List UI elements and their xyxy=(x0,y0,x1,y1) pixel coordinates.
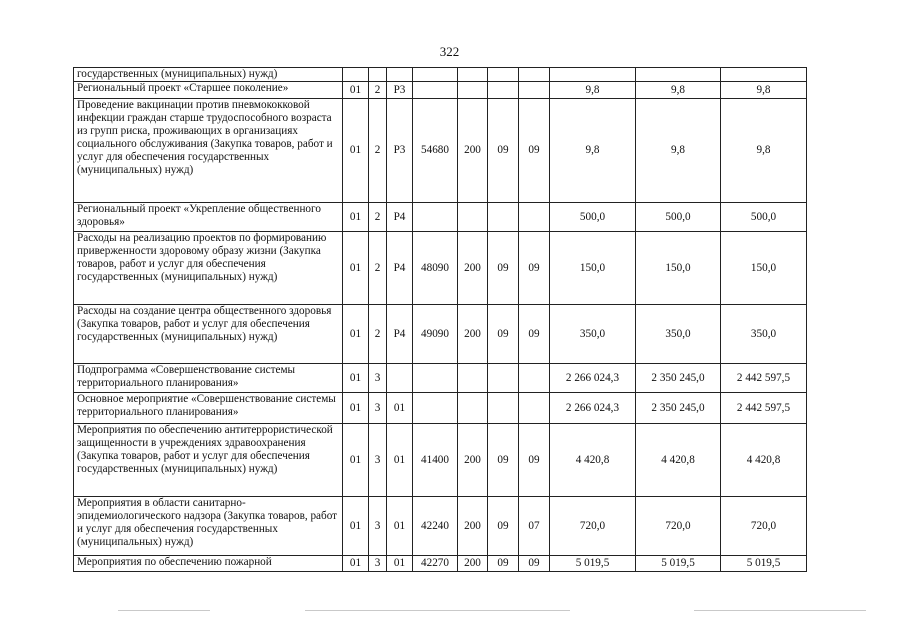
code-cell: 01 xyxy=(343,305,369,364)
amount-cell xyxy=(636,68,721,82)
code-cell xyxy=(413,393,458,424)
code-cell: 2 xyxy=(369,305,387,364)
code-cell: 200 xyxy=(458,424,488,497)
table-row xyxy=(74,99,807,203)
code-cell xyxy=(519,203,550,232)
code-cell: 2 xyxy=(369,82,387,99)
code-cell: 09 xyxy=(519,232,550,305)
code-cell xyxy=(519,364,550,393)
code-cell xyxy=(369,68,387,82)
code-cell xyxy=(488,68,519,82)
code-cell: 01 xyxy=(387,556,413,572)
amount-cell: 9,8 xyxy=(721,82,807,99)
table-row xyxy=(74,232,807,305)
code-cell: 01 xyxy=(343,82,369,99)
table-row xyxy=(74,82,807,99)
scan-line-middle xyxy=(305,610,570,611)
amount-cell: 500,0 xyxy=(550,203,636,232)
amount-cell: 350,0 xyxy=(721,305,807,364)
code-cell xyxy=(413,364,458,393)
code-cell: 3 xyxy=(369,424,387,497)
amount-cell: 2 266 024,3 xyxy=(550,393,636,424)
amount-cell xyxy=(721,68,807,82)
code-cell: 200 xyxy=(458,556,488,572)
code-cell xyxy=(387,68,413,82)
table-row xyxy=(74,393,807,424)
amount-cell: 720,0 xyxy=(721,497,807,556)
code-cell: 01 xyxy=(387,393,413,424)
row-name: Основное мероприятие «Совершенствование системы территориального планирования» xyxy=(74,393,343,424)
scan-line-right xyxy=(694,610,866,611)
amount-cell: 500,0 xyxy=(721,203,807,232)
code-cell xyxy=(488,203,519,232)
code-cell: 01 xyxy=(343,393,369,424)
code-cell: 09 xyxy=(519,99,550,203)
code-cell: 09 xyxy=(488,305,519,364)
code-cell: 2 xyxy=(369,232,387,305)
code-cell xyxy=(519,393,550,424)
code-cell xyxy=(458,364,488,393)
code-cell xyxy=(458,82,488,99)
code-cell: 01 xyxy=(387,497,413,556)
code-cell: 09 xyxy=(488,232,519,305)
amount-cell xyxy=(550,68,636,82)
amount-cell: 9,8 xyxy=(636,99,721,203)
code-cell xyxy=(488,82,519,99)
code-cell xyxy=(343,68,369,82)
page-number: 322 xyxy=(439,44,460,59)
amount-cell: 5 019,5 xyxy=(550,556,636,572)
amount-cell: 2 266 024,3 xyxy=(550,364,636,393)
code-cell: 48090 xyxy=(413,232,458,305)
row-name: Мероприятия в области санитарно-эпидемиологического надзора (Закупка товаров, работ и услуг для обеспечения государственных (муниципальных) нужд) xyxy=(74,497,343,556)
code-cell: Р4 xyxy=(387,305,413,364)
amount-cell: 4 420,8 xyxy=(550,424,636,497)
code-cell: 2 xyxy=(369,99,387,203)
amount-cell: 720,0 xyxy=(636,497,721,556)
code-cell: 01 xyxy=(343,556,369,572)
code-cell: Р4 xyxy=(387,203,413,232)
amount-cell: 2 350 245,0 xyxy=(636,393,721,424)
code-cell xyxy=(413,68,458,82)
code-cell: Р3 xyxy=(387,82,413,99)
row-name: государственных (муниципальных) нужд) xyxy=(74,68,343,82)
code-cell: 07 xyxy=(519,497,550,556)
table-row xyxy=(74,364,807,393)
code-cell: 54680 xyxy=(413,99,458,203)
code-cell: 01 xyxy=(343,497,369,556)
amount-cell: 9,8 xyxy=(636,82,721,99)
amount-cell: 5 019,5 xyxy=(636,556,721,572)
code-cell: 01 xyxy=(387,424,413,497)
amount-cell: 350,0 xyxy=(636,305,721,364)
amount-cell: 9,8 xyxy=(550,99,636,203)
table-row xyxy=(74,497,807,556)
code-cell xyxy=(413,82,458,99)
code-cell xyxy=(519,68,550,82)
code-cell: 3 xyxy=(369,393,387,424)
code-cell: 09 xyxy=(488,497,519,556)
code-cell: 42240 xyxy=(413,497,458,556)
scan-line-left xyxy=(118,610,210,611)
code-cell: 09 xyxy=(519,305,550,364)
table-row xyxy=(74,305,807,364)
code-cell: 09 xyxy=(488,424,519,497)
row-name: Расходы на реализацию проектов по формированию приверженности здоровому образу жизни (Закупка товаров, работ и услуг для обеспечения государственных (муниципальных) нужд) xyxy=(74,232,343,305)
amount-cell: 2 442 597,5 xyxy=(721,364,807,393)
code-cell: 01 xyxy=(343,364,369,393)
row-name: Региональный проект «Старшее поколение» xyxy=(74,82,343,99)
amount-cell: 5 019,5 xyxy=(721,556,807,572)
code-cell: 09 xyxy=(488,99,519,203)
code-cell: 3 xyxy=(369,497,387,556)
row-name: Региональный проект «Укрепление общественного здоровья» xyxy=(74,203,343,232)
code-cell: 01 xyxy=(343,99,369,203)
amount-cell: 2 442 597,5 xyxy=(721,393,807,424)
amount-cell: 9,8 xyxy=(550,82,636,99)
code-cell: 09 xyxy=(488,556,519,572)
code-cell: 41400 xyxy=(413,424,458,497)
code-cell: Р4 xyxy=(387,232,413,305)
code-cell: 200 xyxy=(458,497,488,556)
code-cell: 01 xyxy=(343,232,369,305)
table-row xyxy=(74,556,807,572)
amount-cell: 720,0 xyxy=(550,497,636,556)
amount-cell: 2 350 245,0 xyxy=(636,364,721,393)
amount-cell: 9,8 xyxy=(721,99,807,203)
code-cell xyxy=(458,68,488,82)
code-cell xyxy=(458,393,488,424)
amount-cell: 150,0 xyxy=(550,232,636,305)
amount-cell: 350,0 xyxy=(550,305,636,364)
amount-cell: 4 420,8 xyxy=(721,424,807,497)
code-cell xyxy=(413,203,458,232)
code-cell: 09 xyxy=(519,424,550,497)
code-cell xyxy=(488,393,519,424)
row-name: Расходы на создание центра общественного здоровья (Закупка товаров, работ и услуг для обеспечения государственных (муниципальных) нужд) xyxy=(74,305,343,364)
row-name: Мероприятия по обеспечению антитеррористической защищенности в учреждениях здравоохранения (Закупка товаров, работ и услуг для обеспечения государственных (муниципальных) нужд) xyxy=(74,424,343,497)
row-name: Проведение вакцинации против пневмококковой инфекции граждан старше трудоспособного возраста из групп риска, проживающих в организациях социального обслуживания (Закупка товаров, работ и услуг для обеспечения государственных (муниципальных) нужд) xyxy=(74,99,343,203)
row-name: Мероприятия по обеспечению пожарной xyxy=(74,556,343,572)
code-cell: 2 xyxy=(369,203,387,232)
code-cell: 09 xyxy=(519,556,550,572)
code-cell xyxy=(519,82,550,99)
code-cell: 200 xyxy=(458,232,488,305)
code-cell xyxy=(488,364,519,393)
amount-cell: 4 420,8 xyxy=(636,424,721,497)
code-cell xyxy=(387,364,413,393)
table-row xyxy=(74,68,807,82)
code-cell: 01 xyxy=(343,203,369,232)
code-cell: 49090 xyxy=(413,305,458,364)
amount-cell: 500,0 xyxy=(636,203,721,232)
table-row xyxy=(74,424,807,497)
code-cell: 3 xyxy=(369,364,387,393)
code-cell: Р3 xyxy=(387,99,413,203)
code-cell: 200 xyxy=(458,305,488,364)
code-cell: 3 xyxy=(369,556,387,572)
amount-cell: 150,0 xyxy=(636,232,721,305)
code-cell: 42270 xyxy=(413,556,458,572)
table-row xyxy=(74,203,807,232)
budget-table xyxy=(73,67,807,572)
code-cell: 200 xyxy=(458,99,488,203)
amount-cell: 150,0 xyxy=(721,232,807,305)
row-name: Подпрограмма «Совершенствование системы территориального планирования» xyxy=(74,364,343,393)
code-cell: 01 xyxy=(343,424,369,497)
code-cell xyxy=(458,203,488,232)
